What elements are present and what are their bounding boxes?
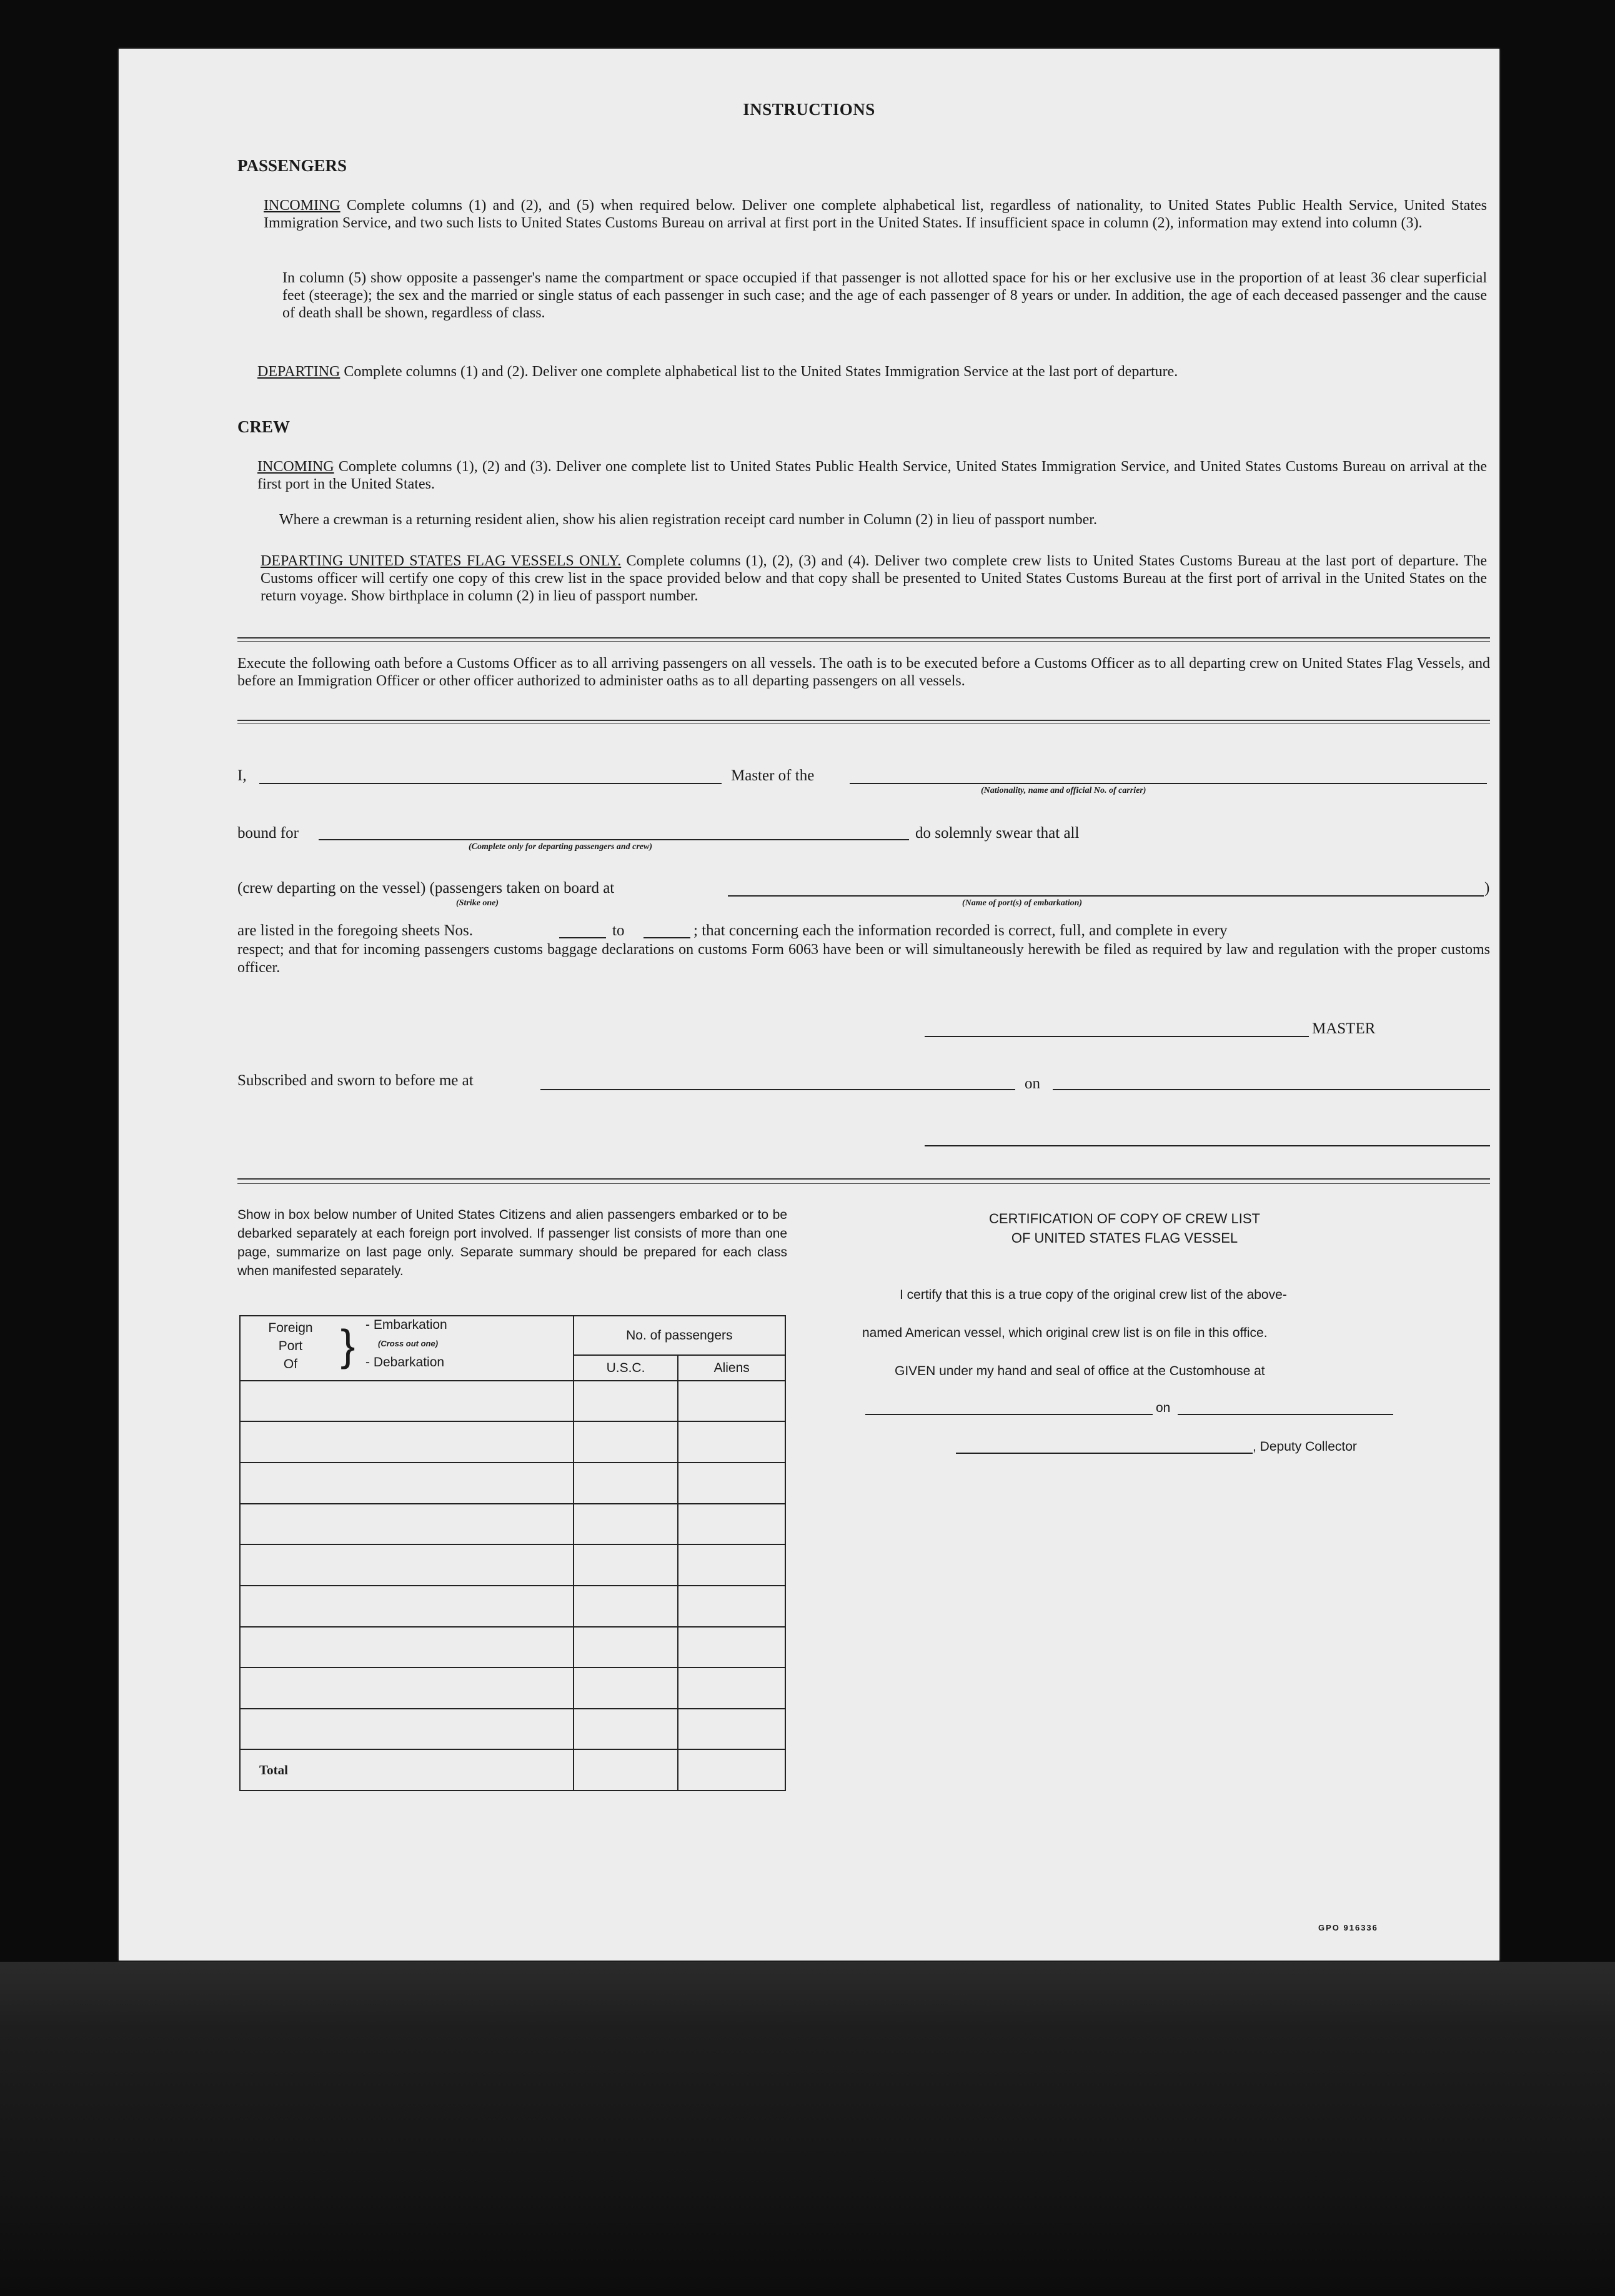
aliens-header: Aliens — [678, 1355, 785, 1380]
table-row — [240, 1544, 785, 1586]
certification-title-line2: OF UNITED STATES FLAG VESSEL — [1011, 1230, 1238, 1246]
crew-incoming-text: Complete columns (1), (2) and (3). Deliver one complete list to United States Public Health Service, United States Immigration Service, and United States Customs Bureau on arrival at the first port in the United States. — [257, 459, 1487, 492]
embarkation-port-caption: (Name of port(s) of embarkation) — [962, 898, 1083, 908]
table-row — [240, 1421, 785, 1463]
customhouse-field[interactable] — [865, 1414, 1153, 1415]
crew-departing-paragraph — [261, 552, 1487, 605]
passengers-incoming-label: INCOMING — [264, 197, 340, 214]
aliens-cell[interactable] — [678, 1709, 785, 1750]
table-total-row — [240, 1749, 785, 1791]
port-cell[interactable] — [240, 1463, 574, 1504]
port-header-line1: Foreign — [268, 1321, 313, 1335]
aliens-cell[interactable] — [678, 1586, 785, 1627]
carrier-field[interactable] — [850, 783, 1487, 784]
master-signature-field[interactable] — [925, 1036, 1309, 1037]
sheet-from-field[interactable] — [559, 937, 606, 938]
passengers-departing-paragraph — [257, 363, 1487, 380]
usc-header: U.S.C. — [574, 1355, 678, 1380]
crew-departing-label: DEPARTING UNITED STATES FLAG VESSELS ONLY. — [261, 553, 622, 569]
port-header-line3: Of — [283, 1357, 298, 1371]
certify-line1: I certify that this is a true copy of the original crew list of the above- — [900, 1288, 1287, 1302]
crew-incoming-label: INCOMING — [257, 459, 334, 475]
passengers-departing-label: DEPARTING — [257, 364, 340, 380]
table-row — [240, 1667, 785, 1709]
oath-crew-departing: (crew departing on the vessel) (passengers taken on board at — [237, 880, 615, 897]
port-cell[interactable] — [240, 1667, 574, 1709]
usc-cell[interactable] — [574, 1586, 678, 1627]
port-cell[interactable] — [240, 1544, 574, 1586]
sworn-location-field[interactable] — [540, 1089, 1015, 1090]
oath-close-paren: ) — [1484, 880, 1490, 897]
summary-instructions: Show in box below number of United States Citizens and alien passengers embarked or to be debarked separately at each foreign port involved. If passenger list consists of more than one page, summarize on last page only. Separate summary should be prepared for each class when manifested separately. — [237, 1208, 787, 1278]
sheet-to-field[interactable] — [644, 937, 690, 938]
port-cell[interactable] — [240, 1504, 574, 1545]
divider-rule — [237, 641, 1490, 642]
aliens-cell[interactable] — [678, 1463, 785, 1504]
oath-listed-continued: respect; and that for incoming passengers customs baggage declarations on customs Form 6063 have been or will simultaneously herewith be filed as required by law and regulation with the proper customs officer. — [237, 942, 1490, 976]
ports-summary-table — [239, 1315, 786, 1791]
usc-cell[interactable] — [574, 1421, 678, 1463]
divider-rule — [237, 1183, 1490, 1184]
crew-incoming-paragraph — [257, 458, 1487, 493]
officer-signature-field[interactable] — [925, 1145, 1490, 1146]
aliens-cell[interactable] — [678, 1544, 785, 1586]
deputy-collector-label: , Deputy Collector — [1253, 1439, 1357, 1454]
table-row — [240, 1586, 785, 1627]
total-label: Total — [240, 1749, 574, 1791]
oath-listed-to: to — [612, 922, 625, 939]
crew-heading: CREW — [237, 417, 291, 436]
divider-rule — [237, 723, 1490, 724]
deputy-collector-signature-field[interactable] — [956, 1453, 1253, 1454]
page-title: INSTRUCTIONS — [743, 100, 875, 119]
certification-title-line1: CERTIFICATION OF COPY OF CREW LIST — [989, 1211, 1260, 1226]
oath-master-of-the: Master of the — [731, 767, 815, 784]
aliens-cell[interactable] — [678, 1667, 785, 1709]
gpo-number: GPO 916336 — [1318, 1923, 1378, 1932]
passengers-column5-paragraph: In column (5) show opposite a passenger's name the compartment or space occupied if that passenger is not allotted space for his or her exclusive use in the proportion of at least 36 clear superficial feet (steerage); the sex and the married or single status of each passenger in such case; and the age of each passenger of 8 years or under. In addition, the age of each deceased passenger and the cause of death shall be shown, regardless of class. — [282, 270, 1487, 321]
aliens-cell[interactable] — [678, 1381, 785, 1422]
table-row — [240, 1381, 785, 1422]
usc-cell[interactable] — [574, 1667, 678, 1709]
port-cell[interactable] — [240, 1586, 574, 1627]
passengers-incoming-text: Complete columns (1) and (2), and (5) when required below. Deliver one complete alphabetical list, regardless of nationality, to United States Public Health Service, United States Immigration Service, and two such lists to United States Customs Bureau on arrival at first port in the United States. If insufficient space in column (2), information may extend into column (3). — [264, 197, 1487, 231]
debarkation-label[interactable]: - Debarkation — [365, 1355, 445, 1369]
embarkation-port-field[interactable] — [728, 895, 1484, 897]
table-row — [240, 1463, 785, 1504]
master-signature-label: MASTER — [1312, 1020, 1376, 1037]
crew-departing-text: Complete columns (1), (2), (3) and (4). Deliver two complete crew lists to United States Customs Bureau at the last port of departure. The Customs officer will certify one copy of this crew list in the space provided below and that copy shall be presented to United States Customs Bureau at the first port of arrival in the United States on the return voyage. Show birthplace in column (2) in lieu of passport number. — [261, 553, 1488, 604]
subscribed-label: Subscribed and sworn to before me at — [237, 1072, 474, 1089]
usc-cell[interactable] — [574, 1463, 678, 1504]
carrier-caption: (Nationality, name and official No. of carrier) — [981, 786, 1146, 795]
port-cell[interactable] — [240, 1709, 574, 1750]
passengers-departing-text: Complete columns (1) and (2). Deliver one complete alphabetical list to the United States Immigration Service at the last port of departure. — [344, 364, 1178, 380]
crew-resident-paragraph: Where a crewman is a returning resident alien, show his alien registration receipt card number in Column (2) in lieu of passport number. — [279, 512, 1097, 528]
cross-out-caption: (Cross out one) — [378, 1339, 439, 1348]
scan-background — [0, 1962, 1615, 2296]
certification-title — [918, 1209, 1331, 1248]
port-cell[interactable] — [240, 1381, 574, 1422]
embarkation-label[interactable]: - Embarkation — [365, 1318, 447, 1332]
oath-i-label: I, — [237, 767, 247, 784]
divider-rule — [237, 720, 1490, 721]
certification-date-field[interactable] — [1178, 1414, 1393, 1415]
divider-rule — [237, 1178, 1490, 1180]
usc-total-cell[interactable] — [574, 1749, 678, 1791]
certification-on-label: on — [1156, 1401, 1171, 1415]
port-header-line2: Port — [278, 1339, 303, 1353]
given-under-hand: GIVEN under my hand and seal of office at the Customhouse at — [895, 1364, 1265, 1378]
aliens-cell[interactable] — [678, 1627, 785, 1668]
table-row — [240, 1504, 785, 1545]
bound-for-caption: (Complete only for departing passengers and crew) — [469, 842, 652, 852]
oath-bound-for: bound for — [237, 825, 299, 842]
port-cell[interactable] — [240, 1627, 574, 1668]
sworn-date-field[interactable] — [1053, 1089, 1490, 1090]
table-row — [240, 1709, 785, 1750]
oath-listed-pre: are listed in the foregoing sheets Nos. — [237, 922, 473, 939]
aliens-total-cell[interactable] — [678, 1749, 785, 1791]
sworn-on-label: on — [1025, 1075, 1040, 1092]
usc-cell[interactable] — [574, 1709, 678, 1750]
port-header-cell — [240, 1316, 574, 1381]
certify-line2: named American vessel, which original crew list is on file in this office. — [862, 1326, 1268, 1340]
divider-rule — [237, 637, 1490, 639]
strike-caption: (Strike one) — [456, 898, 499, 908]
oath-intro: Execute the following oath before a Customs Officer as to all arriving passengers on all vessels. The oath is to be executed before a Customs Officer as to all departing crew on United States Flag Vessels, and before an Immigration Officer or other officer authorized to administer oaths as to all departing passengers on all vessels. — [237, 655, 1490, 689]
port-cell[interactable] — [240, 1421, 574, 1463]
aliens-cell[interactable] — [678, 1421, 785, 1463]
usc-cell[interactable] — [574, 1381, 678, 1422]
oath-listed-post: ; that concerning each the information recorded is correct, full, and complete in every — [693, 922, 1228, 939]
brace-icon: } — [340, 1321, 355, 1369]
aliens-cell[interactable] — [678, 1504, 785, 1545]
usc-cell[interactable] — [574, 1544, 678, 1586]
passengers-heading: PASSENGERS — [237, 156, 347, 175]
oath-swear-text: do solemnly swear that all — [915, 825, 1080, 842]
table-row — [240, 1627, 785, 1668]
passengers-incoming-paragraph — [264, 197, 1487, 232]
form-page — [119, 49, 1499, 1961]
usc-cell[interactable] — [574, 1504, 678, 1545]
table-header-row — [240, 1316, 785, 1355]
master-name-field[interactable] — [259, 783, 722, 784]
bound-for-field[interactable] — [319, 839, 909, 840]
no-passengers-header: No. of passengers — [574, 1316, 785, 1355]
usc-cell[interactable] — [574, 1627, 678, 1668]
